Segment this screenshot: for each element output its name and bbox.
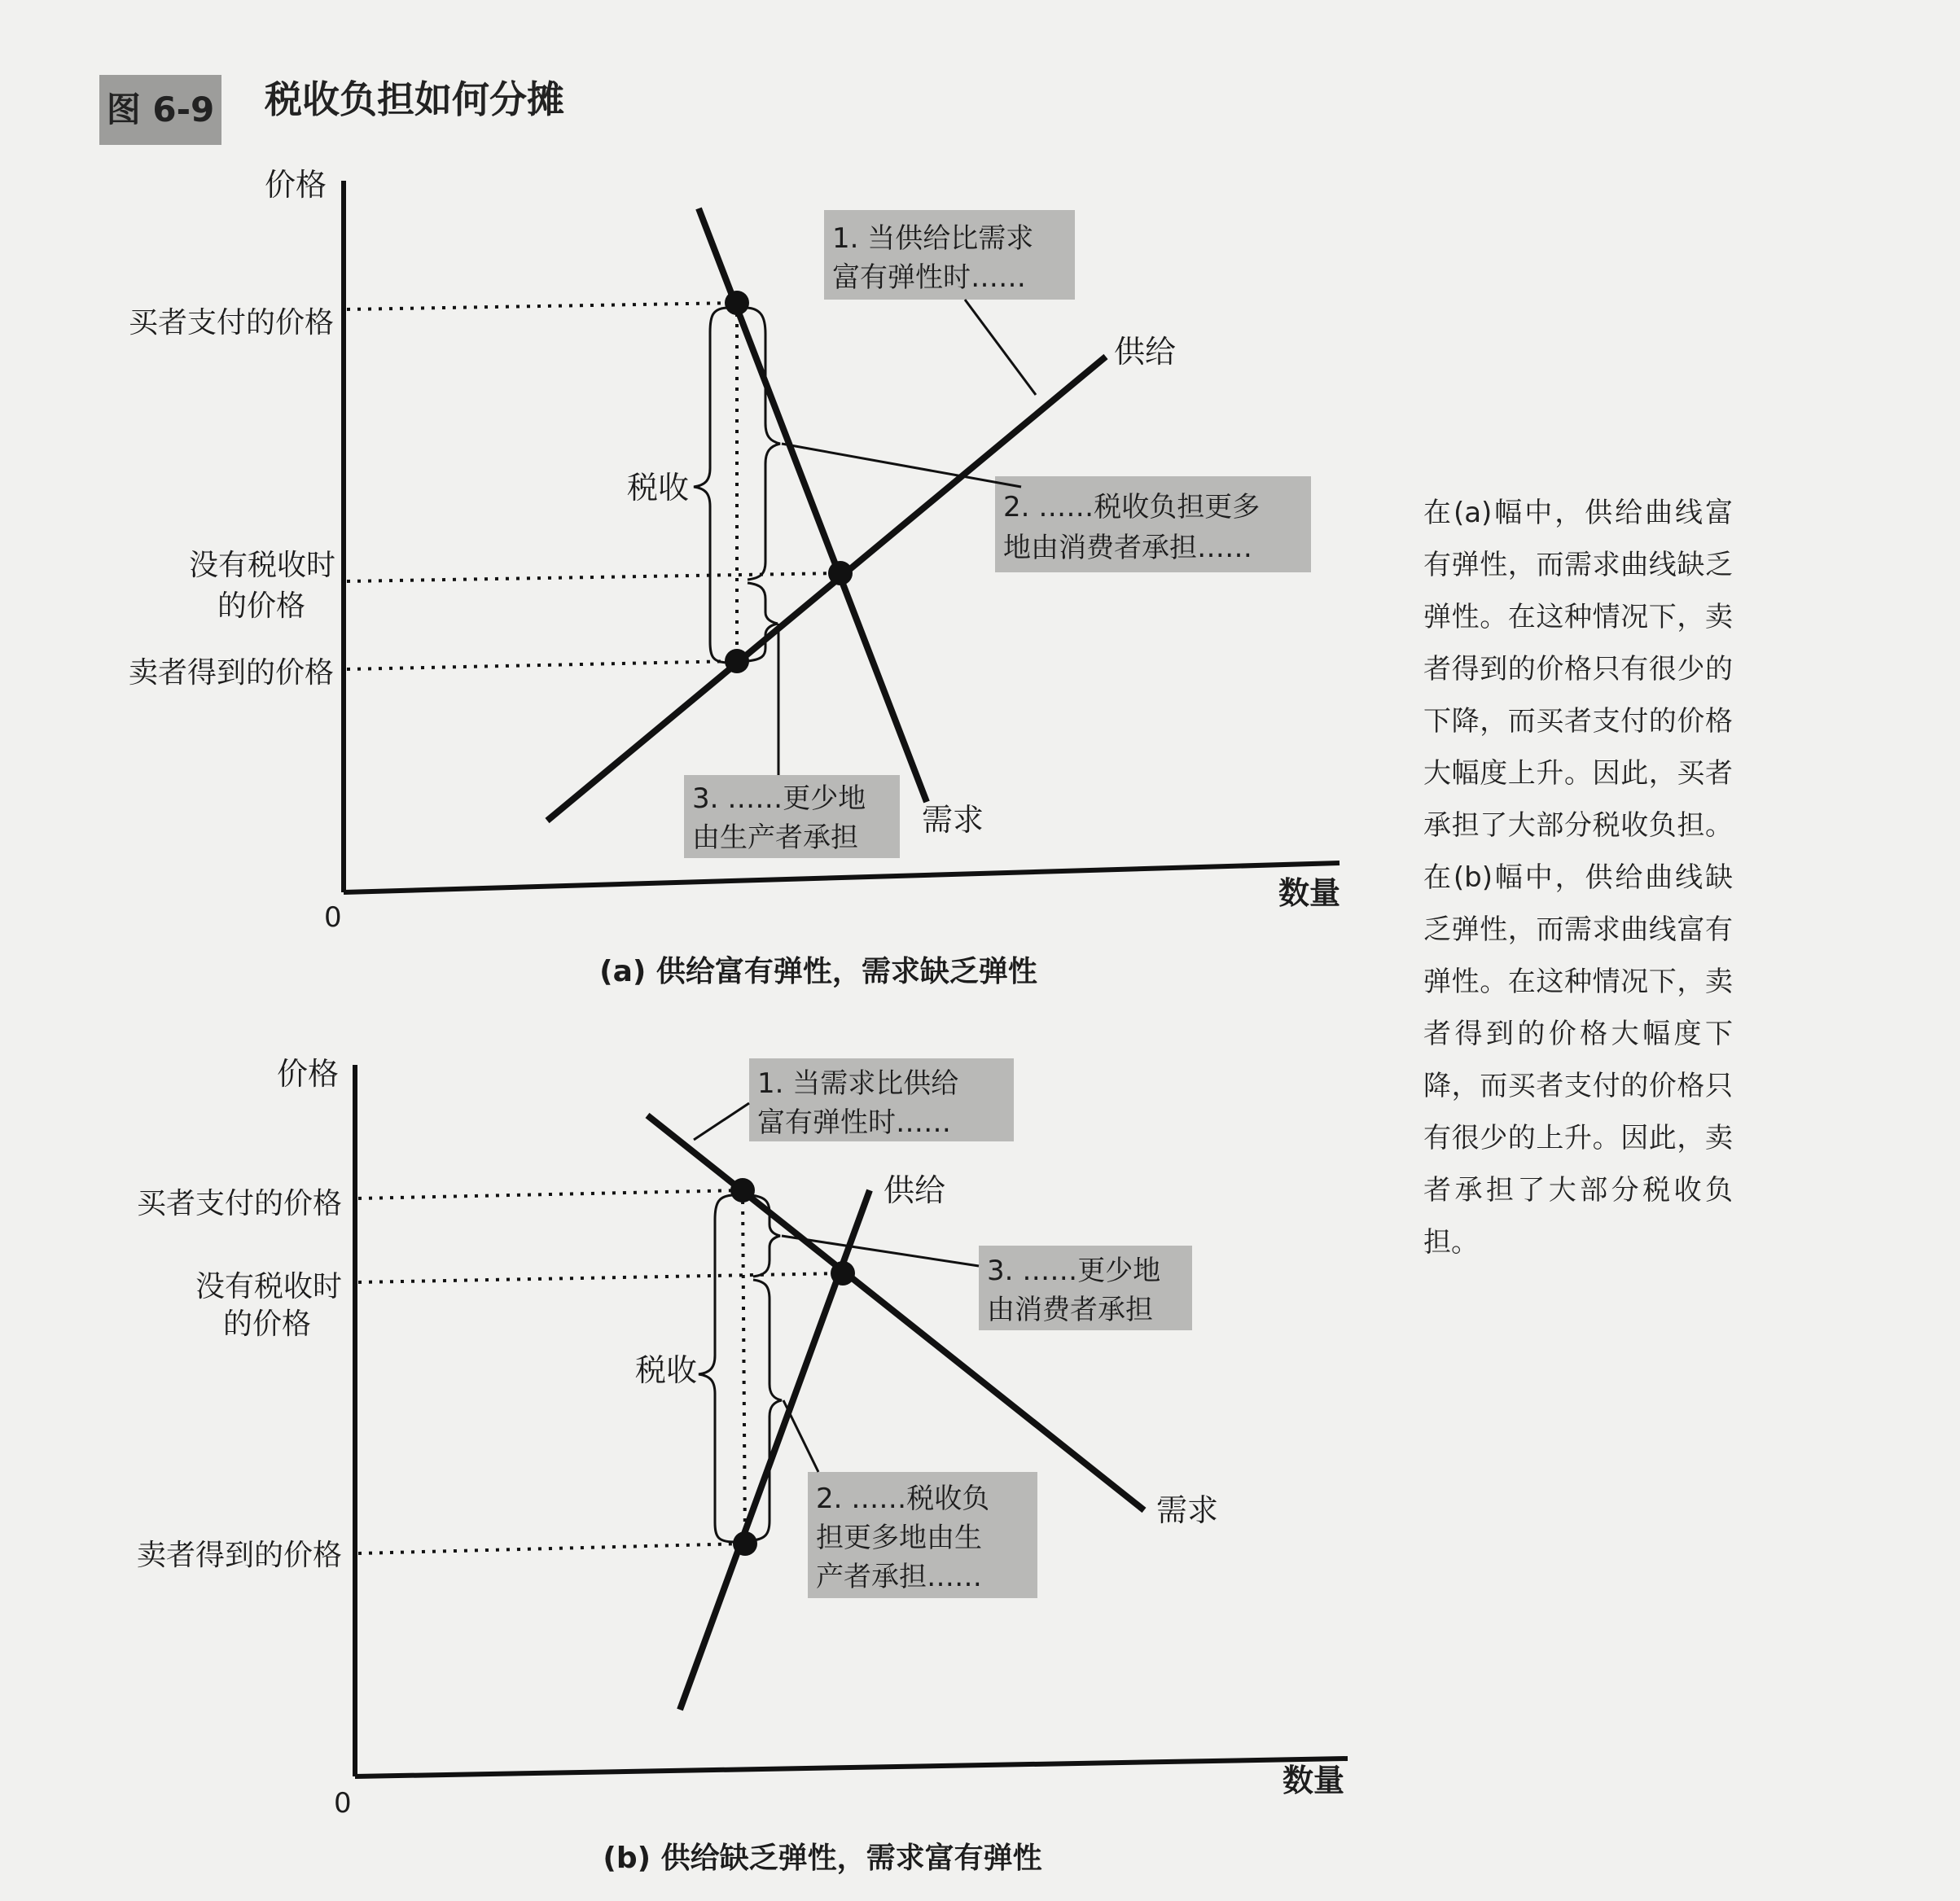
panel-a-price-buyers-label: 买者支付的价格 [128,306,334,339]
panel-b-supply-label: 供给 [884,1172,946,1208]
panel-b-caption: (b) 供给缺乏弹性，需求富有弹性 [603,1842,1042,1875]
panel-b-buyers-price-point [730,1178,755,1202]
panel-a-callout-3-line2: 由生产者承担 [692,821,858,854]
panel-b-callout-3-line1: 3. ……更少地 [987,1255,1161,1287]
panel-b-y-axis-label: 价格 [277,1056,340,1092]
panel-b-callout-1-line2: 富有弹性时…… [757,1106,951,1139]
panel-b-callout-2-line2: 担更多地由生 [816,1522,982,1554]
panel-b-callout-2-line1: 2. ……税收负 [816,1483,990,1515]
panel-b-callout-1-line1: 1. 当需求比供给 [757,1067,959,1100]
panel-a-callout-2-line2: 地由消费者承担…… [1003,532,1252,564]
panel-b-equilibrium-point [831,1261,855,1286]
panel-b [137,1056,1348,1875]
panel-a-x-axis-label: 数量 [1278,875,1341,911]
panel-a-tax-brace [694,308,729,663]
panel-a-callout-2-leader [782,444,1021,487]
panel-b-sellers-price-guide [358,1544,745,1553]
panel-b-price-no-tax-label-line2: 的价格 [222,1307,311,1341]
panel-a-buyers-price-guide [347,303,737,309]
panel-b-price-sellers-label: 卖者得到的价格 [136,1539,342,1572]
panel-a-sellers-price-point [725,649,749,673]
figure-title: 税收负担如何分摊 [265,77,564,121]
panel-b-callout-3-leader [782,1236,979,1266]
panel-a [129,167,1340,988]
panel-b-x-axis [355,1759,1348,1776]
panel-a-price-sellers-label: 卖者得到的价格 [128,656,334,690]
panel-a-sellers-price-guide [347,661,737,669]
panel-b-tax-wedge-guide [743,1190,745,1544]
panel-b-price-buyers-label: 买者支付的价格 [136,1187,342,1220]
panel-a-x-axis [344,863,1340,892]
panel-a-callout-3-line1: 3. ……更少地 [692,782,866,815]
panel-b-callout-2-leader [783,1400,818,1472]
panel-a-price-no-tax-label-line1: 没有税收时 [188,549,335,582]
panel-b-x-axis-label: 数量 [1283,1763,1345,1798]
panel-b-no-tax-price-guide [358,1273,843,1282]
panel-a-equilibrium-point [828,561,853,585]
figure-number-tag: 图 6-9 [99,75,221,145]
panel-b-demand-label: 需求 [1156,1492,1219,1528]
panel-a-callout-1-line1: 1. 当供给比需求 [832,222,1034,255]
panel-b-sellers-price-point [733,1531,757,1556]
panel-b-callout-2-line3: 产者承担…… [816,1561,982,1593]
panel-b-buyers-price-guide [358,1190,743,1198]
panel-a-tax-label: 税收 [627,470,690,506]
panel-a-y-axis-label: 价格 [265,167,327,203]
panel-a-caption: (a) 供给富有弹性，需求缺乏弹性 [599,955,1037,988]
panel-a-origin-label: 0 [324,901,342,934]
panel-a-callout-1-line2: 富有弹性时…… [832,261,1026,294]
panel-b-price-no-tax-label-line1: 没有税收时 [195,1270,342,1303]
panel-a-callout-2-line1: 2. ……税收负担更多 [1003,491,1261,523]
panel-b-tax-label: 税收 [635,1352,698,1388]
panel-b-callout-1-leader [694,1103,749,1140]
panel-b-callout-3-line2: 由消费者承担 [987,1294,1153,1326]
panel-a-demand-label: 需求 [922,802,984,838]
panel-a-supply-curve [547,357,1106,821]
panel-a-price-no-tax-label-line2: 的价格 [217,589,305,623]
panel-a-supply-label: 供给 [1114,334,1177,370]
panel-a-buyers-price-point [725,291,749,315]
side-note: 在(a)幅中，供给曲线富有弹性，而需求曲线缺乏弹性。在这种情况下，卖者得到的价格只有很少的下降，而买者支付的价格大幅度上升。因此，买者承担了大部分税收负担。在(b)幅中，供给曲线缺乏弹性，而需求曲线富有弹性。在这种情况下，卖者得到的价格大幅度下降，而买者支付的价格只有很少的上升。因此，卖者承担了大部分税收负担。 [1423,497,1733,1259]
panel-b-tax-brace [699,1195,734,1542]
panel-b-origin-label: 0 [334,1787,352,1820]
panel-a-callout-1-leader [965,300,1036,395]
panel-a-no-tax-price-guide [347,573,840,581]
